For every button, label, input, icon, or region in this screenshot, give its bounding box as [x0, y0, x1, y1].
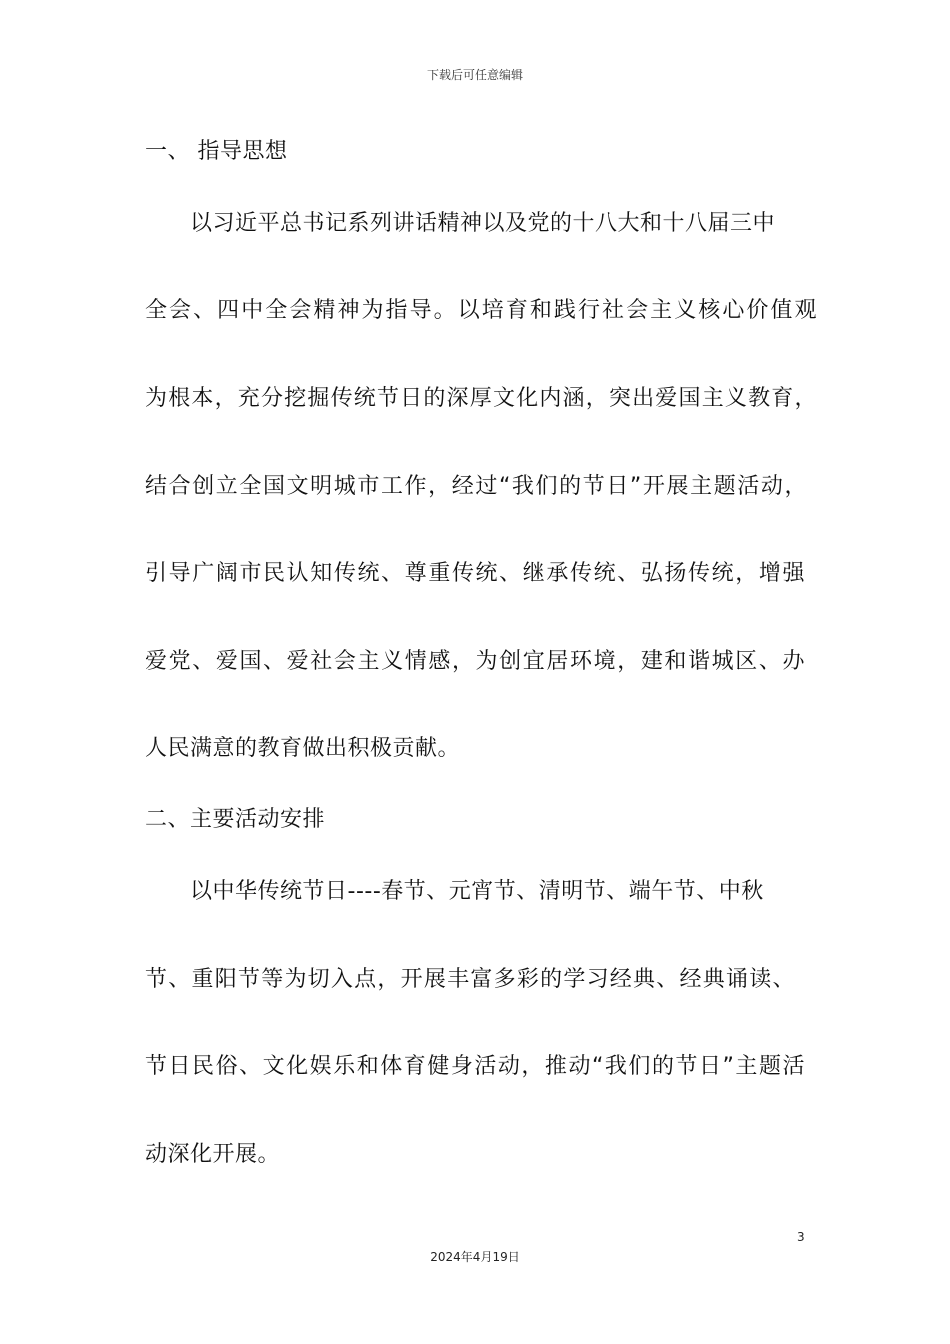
paragraph-line: 引导广阔市民认知传统、尊重传统、继承传统、弘扬传统，增强 — [145, 561, 805, 586]
paragraph-line: 结合创立全国文明城市工作，经过“我们的节日”开展主题活动， — [145, 474, 807, 499]
section-heading-main-activities: 二、主要活动安排 — [145, 807, 326, 832]
paragraph-line: 动深化开展。 — [145, 1142, 281, 1167]
paragraph-line: 为根本，充分挖掘传统节日的深厚文化内涵，突出爱国主义教育， — [145, 386, 817, 411]
paragraph-line: 节、重阳节等为切入点，开展丰富多彩的学习经典、经典诵读、 — [145, 967, 795, 992]
paragraph-line: 爱党、爱国、爱社会主义情感，为创宜居环境，建和谐城区、办 — [145, 649, 805, 674]
paragraph-line: 节日民俗、文化娱乐和体育健身活动，推动“我们的节日”主题活 — [145, 1054, 805, 1079]
paragraph-line: 人民满意的教育做出积极贡献。 — [145, 736, 461, 761]
section-heading-guiding-ideology: 一、 指导思想 — [145, 139, 288, 164]
footer-date: 2024年4月19日 — [430, 1250, 520, 1264]
page-header-note: 下载后可任意编辑 — [426, 68, 523, 82]
paragraph-line: 以习近平总书记系列讲话精神以及党的十八大和十八届三中 — [190, 211, 776, 236]
paragraph-line: 全会、四中全会精神为指导。以培育和践行社会主义核心价值观 — [145, 298, 817, 323]
page-number: 3 — [797, 1230, 805, 1244]
paragraph-line: 以中华传统节日----春节、元宵节、清明节、端午节、中秋 — [190, 879, 764, 904]
